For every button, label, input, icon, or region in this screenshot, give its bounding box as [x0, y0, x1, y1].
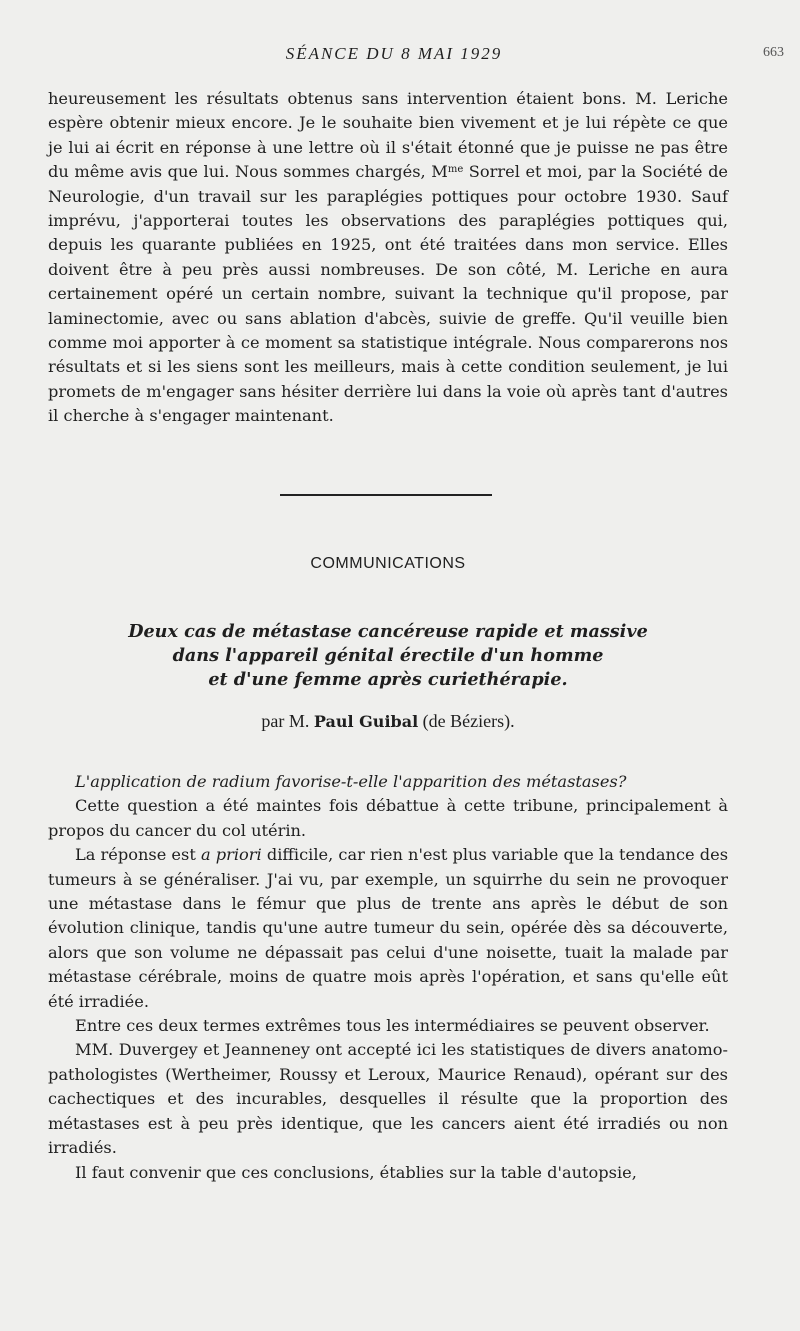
section-heading: COMMUNICATIONS — [310, 555, 466, 572]
byline-suffix: (de Béziers). — [418, 711, 515, 731]
article-title-line: Deux cas de métastase cancéreuse rapide et massive — [128, 621, 648, 642]
continuation-text-part2: Sorrel et moi, par la Société de Neurologie, d'un travail sur les paraplégies pottiques pour octobre 1930. Sauf imprévu, j'apporterai toutes les observations des paraplégies pottiques qui, depuis les quarante publiées en 1925, ont été traitées dans mon service. Elles doivent être à peu près aussi nombreuses. De son côté, M. Leriche en aura certainement opéré un certain nombre, suivant la technique qu'il propose, par laminectomie, avec ou sans ablation d'abcès, suivie de greffe. Qu'il veuille bien comme moi apporter à ce moment sa statistique intégrale. Nous comparerons nos résultats et si les siens sont les meilleurs, mais à cette condition seulement, je lui promets de m'engager sans hésiter derrière lui dans la voie où après tant d'autres il cherche à s'engager maintenant. — [48, 162, 729, 426]
body-paragraph: Il faut convenir que ces conclusions, établies sur la table d'autopsie, — [75, 1162, 637, 1182]
article-title-line: dans l'appareil génital érectile d'un homme — [172, 645, 604, 666]
latin-phrase: a priori — [200, 845, 262, 865]
body-text: difficile, car rien n'est plus variable que la tendance des tumeurs à se généraliser. J'ai vu, par exemple, un squirrhe du sein ne provoquer une métastase dans le fémur que plus de trente ans après le début de son évolution clinique, tandis qu'une autre tumeur du sein, opérée dès sa découverte, alors que son volume ne dépassait pas celui d'une noisette, tuait la malade par métastase cérébrale, moins de quatre mois après l'opération, et sans qu'elle eût été irradiée. — [48, 845, 728, 1011]
byline — [48, 711, 728, 732]
section-divider — [280, 494, 492, 496]
article-title — [60, 620, 716, 692]
body-paragraph-question: L'application de radium favorise-t-elle l'apparition des métastases? — [75, 772, 627, 791]
body-paragraph — [48, 843, 728, 1014]
running-head — [48, 44, 784, 68]
byline-prefix: par M. — [261, 711, 314, 731]
article-title-line: et d'une femme après curiethérapie. — [208, 669, 568, 690]
article-body — [48, 770, 728, 1185]
continuation-text-part1: heureusement les résultats obtenus sans intervention étaient bons. M. Leriche espère obtenir mieux encore. Je le souhaite bien vivement et je lui répète ce que je lui ai écrit en réponse à une lettre où il s'était étonné que je puisse ne pas être du même avis que lui. Nous sommes chargés, M — [48, 89, 728, 182]
continuation-paragraph — [48, 87, 728, 429]
body-paragraph: MM. Duvergey et Jeanneney ont accepté ici les statistiques de divers anatomo-pathologistes (Wertheimer, Roussy et Leroux, Maurice Renaud), opérant sur des cachectiques et des incurables, desquelles il résulte que la proportion des métastases est à peu près identique, que les cancers aient été irradiés ou non irradiés. — [48, 1040, 728, 1158]
continuation-text — [48, 87, 728, 429]
running-title: SÉANCE DU 8 MAI 1929 — [285, 44, 503, 63]
body-text: La réponse est — [75, 845, 201, 865]
title-abbreviation-superscript: me — [447, 164, 464, 176]
body-paragraph: Cette question a été maintes fois débattue à cette tribune, principalement à propos du cancer du col utérin. — [48, 796, 728, 840]
body-paragraph: Entre ces deux termes extrêmes tous les intermédiaires se peuvent observer. — [75, 1016, 710, 1036]
author-name: Paul Guibal — [313, 712, 419, 731]
page-number: 663 — [763, 45, 784, 60]
